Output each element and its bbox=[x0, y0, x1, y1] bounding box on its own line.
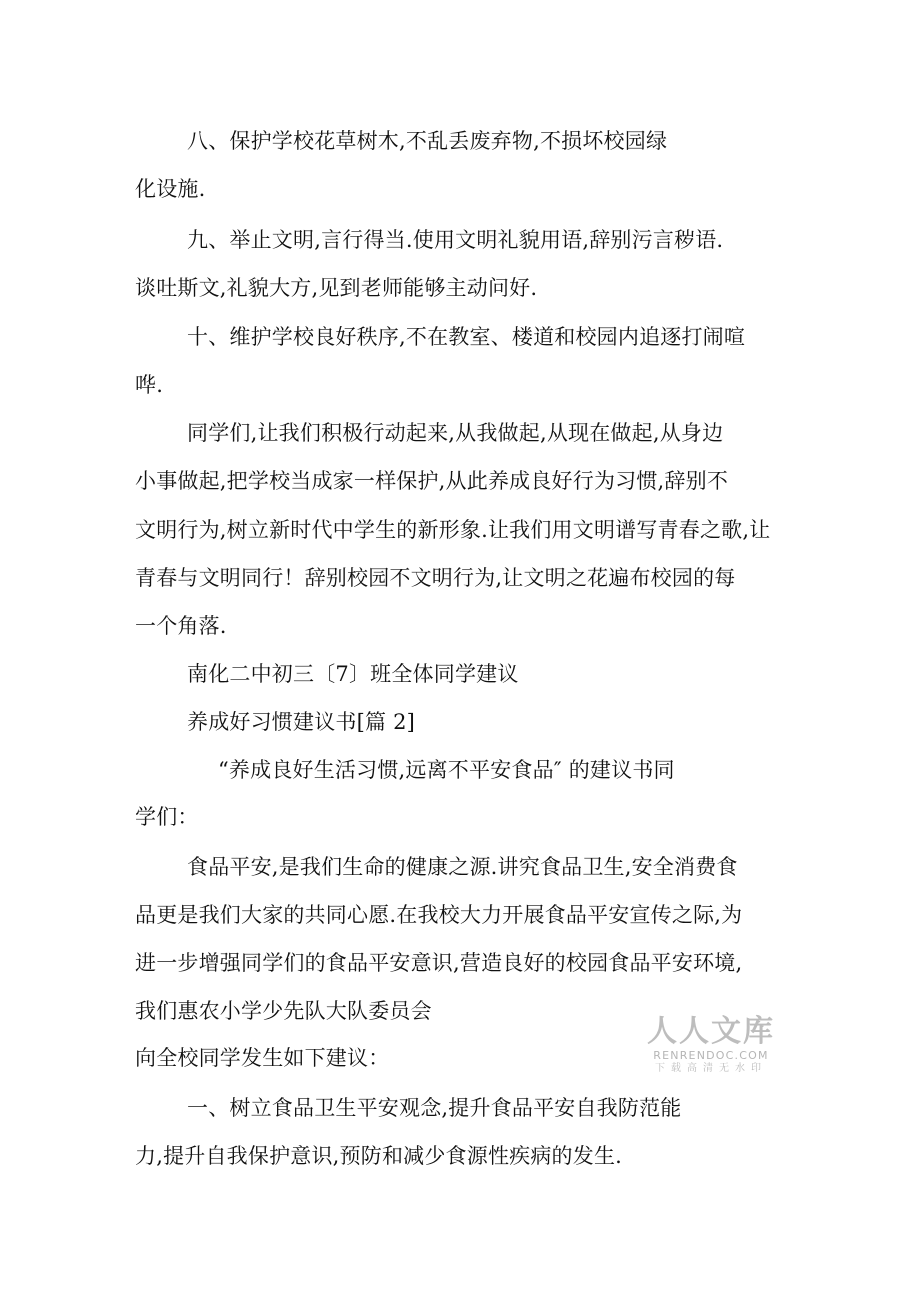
text-line: 小事做起,把学校当成家一样保护,从此养成良好行为习惯,辞别不 bbox=[135, 469, 729, 493]
text-line: 哗. bbox=[135, 373, 164, 397]
text-line: 南化二中初三〔7〕班全体同学建议 bbox=[187, 662, 519, 686]
text-line: “养成良好生活习惯,远离不平安食品″ 的建议书同 bbox=[218, 758, 675, 782]
text-line: 谈吐斯文,礼貌大方,见到老师能够主动问好. bbox=[135, 276, 538, 300]
text-line: 化设施. bbox=[135, 177, 206, 201]
text-line: 一、树立食品卫生平安观念,提升食品平安自我防范能 bbox=[187, 1096, 682, 1120]
text-line: 品更是我们大家的共同心愿.在我校大力开展食品平安宣传之际,为 bbox=[135, 903, 743, 927]
watermark bbox=[636, 1015, 786, 1075]
text-line: 食品平安,是我们生命的健康之源.讲究食品卫生,安全消费食 bbox=[187, 855, 738, 879]
text-line: 我们惠农小学少先队大队委员会 bbox=[135, 999, 432, 1023]
text-line: 九、举止文明,言行得当.使用文明礼貌用语,辞别污言秽语. bbox=[187, 228, 724, 252]
watermark-title: 人人文库 bbox=[647, 1014, 775, 1049]
text-line: 青春与文明同行！辞别校园不文明行为,让文明之花遍布校园的每 bbox=[135, 566, 736, 590]
text-line: 进一步增强同学们的食品平安意识,营造良好的校园食品平安环境, bbox=[135, 951, 743, 975]
text-line: 同学们,让我们积极行动起来,从我做起,从现在做起,从身边 bbox=[187, 421, 724, 445]
text-line: 八、保护学校花草树木,不乱丢废弃物,不损坏校园绿 bbox=[187, 129, 668, 153]
text-line: 十、维护学校良好秩序,不在教室、楼道和校园内追逐打闹喧 bbox=[187, 325, 746, 349]
text-line: 学们： bbox=[135, 805, 199, 829]
text-line: 力,提升自我保护意识,预防和减少食源性疾病的发生. bbox=[135, 1144, 623, 1168]
watermark-subtitle: 下载高清无水印 bbox=[655, 1063, 767, 1074]
text-line: 文明行为,树立新时代中学生的新形象.让我们用文明谱写青春之歌,让 bbox=[135, 518, 771, 542]
text-line: 向全校同学发生如下建议： bbox=[135, 1046, 390, 1070]
text-line: 一个角落. bbox=[135, 614, 227, 638]
text-line: 养成好习惯建议书[篇 2] bbox=[187, 710, 416, 734]
watermark-url: RENRENDOC.COM bbox=[653, 1049, 769, 1062]
